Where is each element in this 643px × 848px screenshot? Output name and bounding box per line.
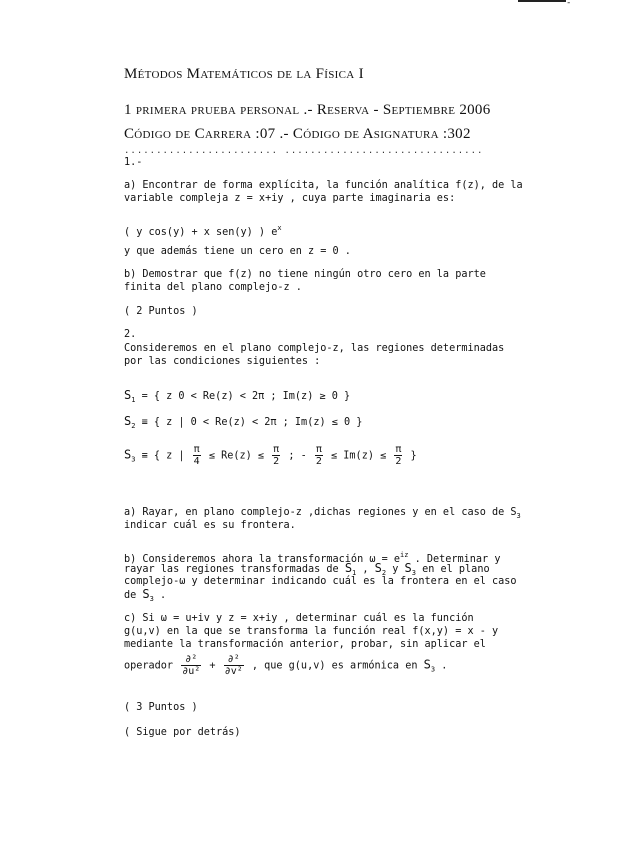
b-s2-sub: 2	[381, 569, 387, 577]
continue-note: ( Sigue por detrás)	[124, 727, 241, 738]
problem1-b-line2: finita del plano complejo-z .	[124, 282, 302, 293]
fraction-pi-2-a	[272, 444, 280, 467]
fraction-denominator: ∂v²	[224, 666, 243, 677]
b-line1-text: b) Consideremos ahora la transformación ω = e	[124, 554, 401, 565]
fraction-numerator: ∂²	[224, 654, 244, 666]
s3-mid1: ≤ Re(z) ≤	[202, 450, 271, 462]
problem2-c-line4	[124, 654, 542, 677]
s1-subscript: 1	[131, 396, 136, 404]
s2-symbol: S	[124, 414, 132, 428]
operator-label: operador	[124, 660, 180, 672]
a-line1-subscript: 3	[516, 512, 521, 520]
problem2-points: ( 3 Puntos )	[124, 702, 198, 713]
s3-mid2: ; -	[282, 450, 313, 462]
b-line4-sub: 3	[149, 595, 154, 603]
problem2-intro-line2: por las condiciones siguientes :	[124, 356, 321, 367]
b-line4-end: .	[153, 590, 167, 601]
problem1-expression	[124, 222, 542, 239]
s2-subscript: 2	[131, 422, 136, 430]
operator-d2-du2	[181, 654, 201, 677]
b-s3: S	[404, 561, 412, 575]
dotted-separator: ........................ ...............................	[124, 146, 484, 156]
top-rule	[518, 0, 566, 2]
problem1-points: ( 2 Puntos )	[124, 306, 198, 317]
course-title: Métodos Matemáticos de la Física I	[124, 66, 364, 82]
fraction-numerator: π	[193, 444, 200, 455]
region-s1	[124, 389, 542, 407]
fraction-denominator: 2	[395, 456, 402, 467]
problem2-b-line4	[124, 588, 542, 606]
b-line4-s: S	[142, 587, 150, 601]
s3-post: }	[404, 450, 417, 462]
b-sep1: ,	[356, 564, 375, 575]
s3-symbol: S	[124, 447, 132, 462]
b-s2: S	[374, 561, 382, 575]
b-line4-text: de	[124, 590, 143, 601]
fraction-numerator: π	[395, 444, 402, 455]
fraction-denominator: 2	[273, 456, 280, 467]
problem2-c-line3: mediante la transformación anterior, probar, sin aplicar el	[124, 639, 486, 650]
exam-title: 1 primera prueba personal .- Reserva - Septiembre 2006	[124, 102, 491, 118]
operator-d2-dv2	[224, 654, 244, 677]
a-line1-text: a) Rayar, en plano complejo-z ,dichas regiones y en el caso de S	[124, 507, 517, 518]
b-line2-text: rayar las regiones transformadas de	[124, 564, 345, 575]
c-line4-sub: 3	[430, 665, 436, 674]
fraction-denominator: 2	[315, 456, 322, 467]
fraction-numerator: π	[315, 444, 322, 455]
s2-definition: ≡ { z | 0 < Re(z) < 2π ; Im(z) ≤ 0 }	[135, 417, 363, 428]
b-s1-sub: 1	[352, 569, 357, 577]
b-s3-sub: 3	[411, 569, 416, 577]
expression-exponent: x	[277, 224, 282, 232]
s3-subscript: 3	[131, 455, 136, 464]
s1-definition: = { z 0 < Re(z) < 2π ; Im(z) ≥ 0 }	[135, 391, 351, 402]
fraction-pi-2-c	[394, 444, 402, 467]
problem1-zero-condition: y que además tiene un cero en z = 0 .	[124, 246, 351, 257]
b-s1: S	[344, 561, 353, 575]
c-line4-text: , que g(u,v) es armónica en	[245, 660, 424, 672]
fraction-denominator: 4	[193, 456, 200, 467]
s3-pre: ≡ { z |	[135, 450, 191, 462]
fraction-pi-2-b	[315, 444, 323, 467]
b-line1-end: . Determinar y	[408, 554, 501, 565]
fraction-numerator: π	[273, 444, 280, 455]
b-line2-end: en el plano	[415, 564, 490, 575]
fraction-pi-4	[193, 444, 201, 467]
expression-main: ( y cos(y) + x sen(y) ) e	[124, 227, 278, 238]
b-exponent: iz	[400, 551, 409, 559]
c-line4-end: .	[435, 660, 448, 672]
problem2-intro-line1: Consideremos en el plano complejo-z, las regiones determinadas	[124, 343, 505, 354]
s1-symbol: S	[124, 388, 132, 402]
s3-mid3: ≤ Im(z) ≤	[324, 450, 393, 462]
operator-plus: +	[203, 660, 222, 672]
problem1-number: 1.-	[124, 157, 143, 168]
problem2-c-line1: c) Si ω = u+iv y z = x+iy , determinar cuál es la función	[124, 613, 474, 624]
fraction-denominator: ∂u²	[182, 666, 201, 677]
problem2-b-line3: complejo-ω y determinar indicando cuál es la frontera en el caso	[124, 576, 517, 587]
fraction-numerator: ∂²	[181, 654, 201, 666]
region-s2	[124, 415, 542, 433]
problem1-a-line2: variable compleja z = x+iy , cuya parte imaginaria es:	[124, 193, 456, 204]
top-mark: -	[566, 0, 572, 8]
b-sep2: y	[386, 564, 405, 575]
problem2-a-line2: indicar cuál es su frontera.	[124, 520, 296, 531]
problem1-a-line1: a) Encontrar de forma explícita, la función analítica f(z), de la	[124, 180, 523, 191]
course-codes: Código de Carrera :07 .- Código de Asignatura :302	[124, 126, 471, 142]
problem2-c-line2: g(u,v) en la que se transforma la función real f(x,y) = x - y	[124, 626, 499, 637]
problem2-number: 2.	[124, 329, 137, 340]
region-s3	[124, 444, 542, 467]
c-line4-s: S	[423, 657, 431, 672]
problem1-b-line1: b) Demostrar que f(z) no tiene ningún otro cero en la parte	[124, 269, 486, 280]
